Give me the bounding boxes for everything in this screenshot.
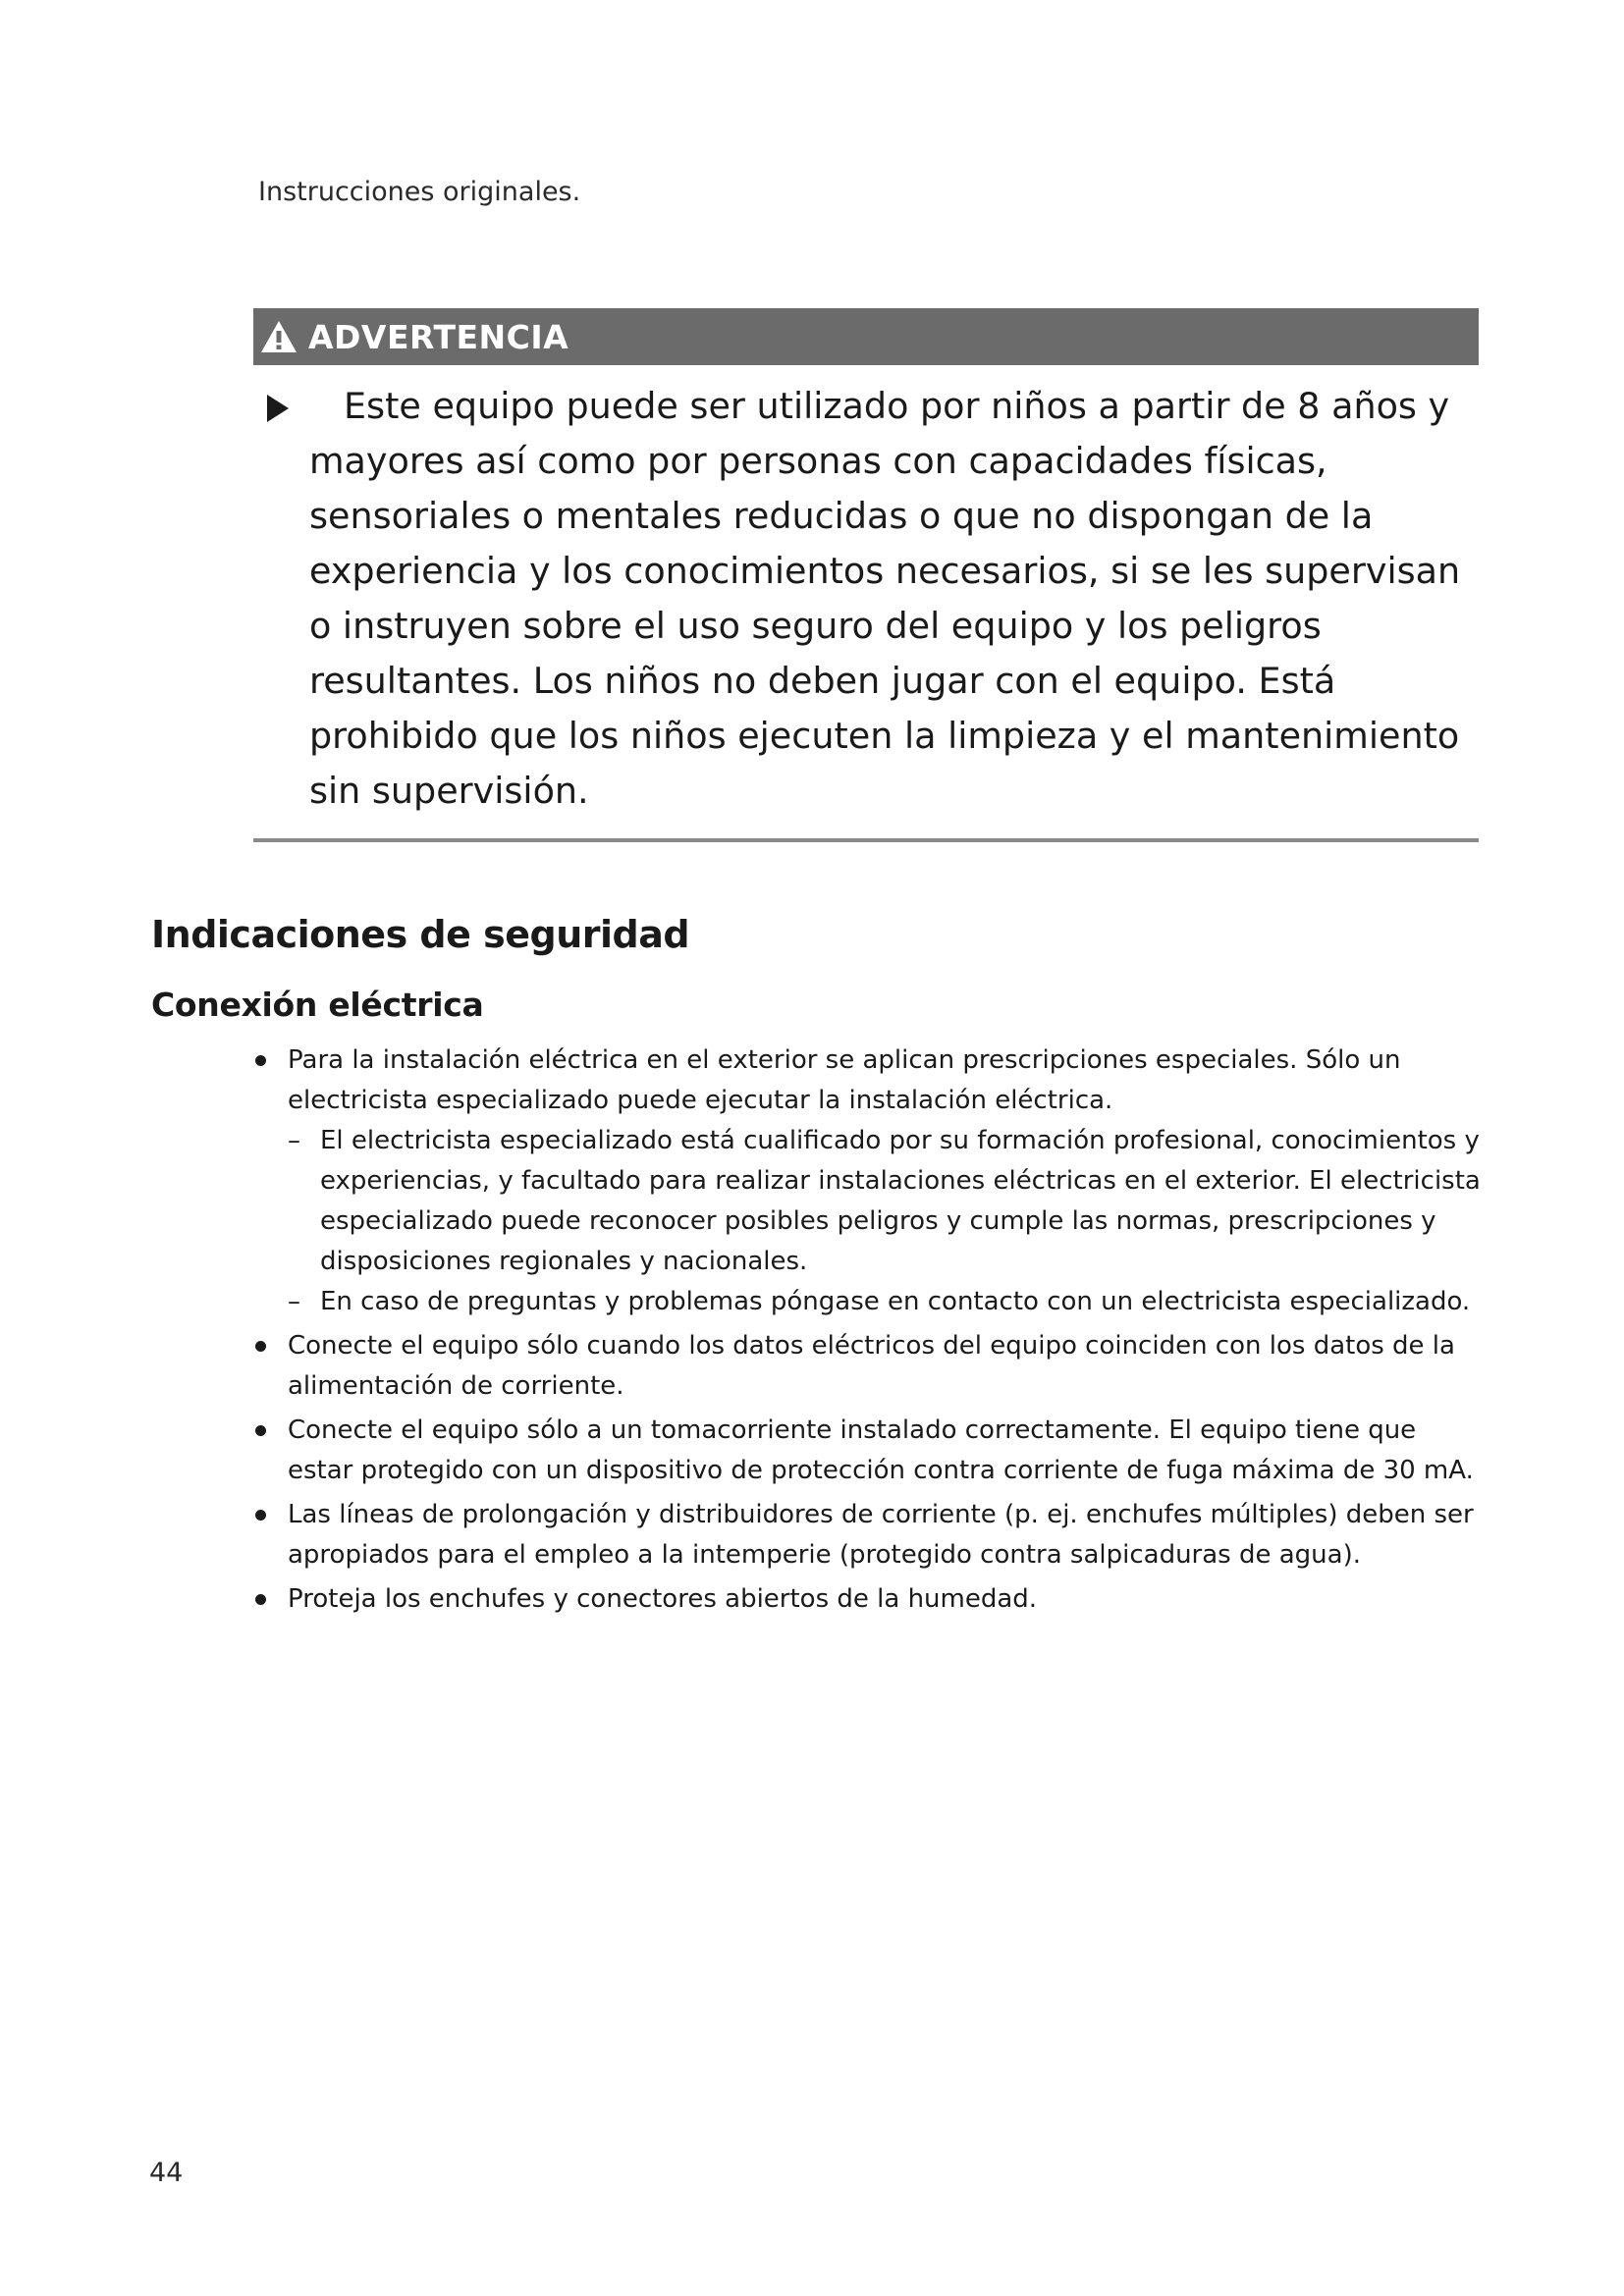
bullet-list (253, 1041, 1483, 1624)
section-title: Indicaciones de seguridad (151, 913, 690, 956)
warning-triangle-icon (257, 317, 300, 356)
list-item (253, 1579, 1483, 1620)
play-arrow-icon (267, 395, 289, 422)
list-item-text: Proteja los enchufes y conectores abiertos de la humedad. (288, 1584, 1038, 1614)
list-item-text: Para la instalación eléctrica en el exterior se aplican prescripciones especiales. Sólo un electricista especializado puede ejecutar la instalación eléctrica. (288, 1045, 1401, 1115)
bullet-icon (255, 1341, 266, 1352)
warning-title: ADVERTENCIA (308, 317, 569, 356)
warning-text: Este equipo puede ser utilizado por niños a partir de 8 años y mayores así como por personas con capacidades físicas, sensoriales o mentales reducidas o que no dispongan de la experiencia y los conocimientos necesarios, si se les supervisan o instruyen sobre el uso seguro del equipo y los peligros resultantes. Los niños no deben jugar con el equipo. Está prohibido que los niños ejecuten la limpieza y el mantenimiento sin supervisión. (309, 385, 1461, 812)
sub-list-item-text: En caso de preguntas y problemas póngase en contacto con un electricista especializado. (320, 1287, 1471, 1316)
bullet-icon (255, 1510, 266, 1521)
sub-list (288, 1121, 1483, 1322)
list-item (253, 1495, 1483, 1575)
warning-header-bar (253, 308, 1479, 365)
bullet-icon (255, 1055, 266, 1066)
list-item (253, 1041, 1483, 1322)
list-item (253, 1411, 1483, 1491)
list-item-text: Las líneas de prolongación y distribuidores de corriente (p. ej. enchufes múltiples) deben ser apropiados para el empleo a la intemperie (protegido contra salpicaduras de agua). (288, 1500, 1474, 1570)
sub-list-item (288, 1282, 1483, 1322)
warning-body (253, 365, 1479, 842)
page-number: 44 (149, 2158, 184, 2188)
sub-list-item (288, 1121, 1483, 1282)
dash-icon: – (288, 1287, 300, 1316)
sub-list-item-text: El electricista especializado está cualificado por su formación profesional, conocimientos y experiencias, y facultado para realizar instalaciones eléctricas en el exterior. El electricista especializado puede reconocer posibles peligros y cumple las normas, prescripciones y disposiciones regionales y nacionales. (320, 1126, 1481, 1276)
list-item (253, 1326, 1483, 1407)
subsection-title: Conexión eléctrica (151, 986, 484, 1024)
warning-box (253, 308, 1479, 842)
bullet-icon (255, 1594, 266, 1605)
page-header: Instrucciones originales. (258, 177, 581, 207)
dash-icon: – (288, 1126, 300, 1155)
list-item-text: Conecte el equipo sólo a un tomacorriente instalado correctamente. El equipo tiene que estar protegido con un dispositivo de protección contra corriente de fuga máxima de 30 mA. (288, 1415, 1474, 1485)
list-item-text: Conecte el equipo sólo cuando los datos eléctricos del equipo coinciden con los datos de la alimentación de corriente. (288, 1331, 1455, 1401)
bullet-icon (255, 1425, 266, 1436)
